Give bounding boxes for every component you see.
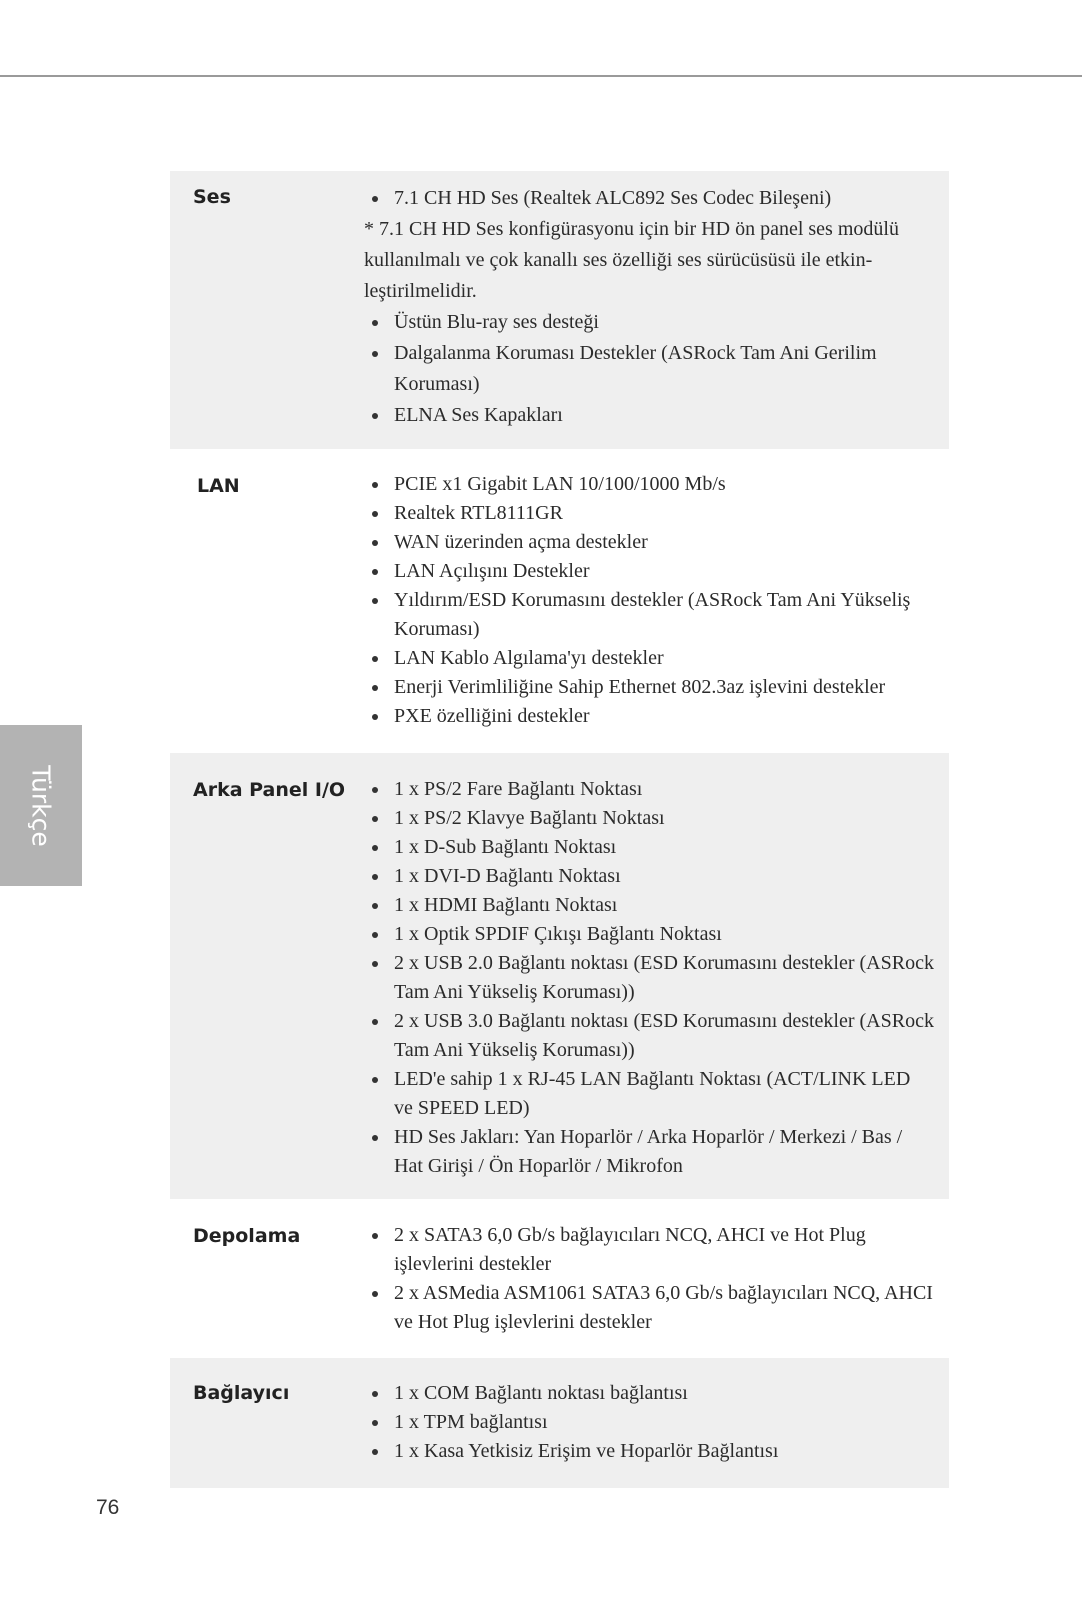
section-lan (170, 449, 949, 753)
list-item: ELNA Ses Kapakları (364, 400, 934, 431)
list-item: 2 x USB 3.0 Bağlantı noktası (ESD Korumasını destekler (ASRock Tam Ani Yükseliş Koruması)) (364, 1007, 934, 1065)
section-connector (170, 1358, 949, 1488)
list-item: 1 x D-Sub Bağlantı Noktası (364, 833, 934, 862)
list-item: Enerji Verimliliğine Sahip Ethernet 802.3az işlevini destekler (364, 673, 934, 702)
section-body-audio (364, 183, 934, 431)
section-label-audio: Ses (193, 186, 231, 208)
list-item: Dalgalanma Koruması Destekler (ASRock Tam Ani Gerilim Koruması) (364, 338, 934, 400)
list-item: Realtek RTL8111GR (364, 499, 934, 528)
section-body-lan (364, 470, 934, 731)
list-item: Üstün Blu-ray ses desteği (364, 307, 934, 338)
section-label-storage: Depolama (193, 1225, 301, 1247)
list-item: 1 x COM Bağlantı noktası bağlantısı (364, 1379, 934, 1408)
section-audio (170, 171, 949, 449)
section-label-rear-io: Arka Panel I/O (193, 779, 346, 801)
section-rear-io (170, 753, 949, 1199)
list-item: 2 x USB 2.0 Bağlantı noktası (ESD Korumasını destekler (ASRock Tam Ani Yükseliş Koruması)) (364, 949, 934, 1007)
list-item: 1 x PS/2 Klavye Bağlantı Noktası (364, 804, 934, 833)
language-tab-label: Türkçe (26, 764, 56, 847)
list-item: 1 x Optik SPDIF Çıkışı Bağlantı Noktası (364, 920, 934, 949)
section-label-connector: Bağlayıcı (193, 1382, 290, 1404)
list-item: 1 x DVI-D Bağlantı Noktası (364, 862, 934, 891)
header-rule (0, 75, 1082, 77)
section-label-lan: LAN (197, 475, 240, 497)
language-tab (0, 725, 82, 886)
list-item: WAN üzerinden açma destekler (364, 528, 934, 557)
list-item: 7.1 CH HD Ses (Realtek ALC892 Ses Codec Bileşeni) (364, 183, 934, 214)
section-storage (170, 1199, 949, 1358)
page-number: 76 (96, 1496, 120, 1519)
list-item: PXE özelliğini destekler (364, 702, 934, 731)
list-item: 1 x HDMI Bağlantı Noktası (364, 891, 934, 920)
section-body-rear-io (364, 775, 934, 1181)
spec-table (170, 171, 949, 1488)
list-item: 1 x PS/2 Fare Bağlantı Noktası (364, 775, 934, 804)
list-item: HD Ses Jakları: Yan Hoparlör / Arka Hoparlör / Merkezi / Bas / Hat Girişi / Ön Hoparlör / Mikrofon (364, 1123, 934, 1181)
list-item: 1 x TPM bağlantısı (364, 1408, 934, 1437)
audio-note: * 7.1 CH HD Ses konfigürasyonu için bir HD ön panel ses modülü kullanılmalı ve çok kanallı ses özelliği ses sürücüsüsü ile etkin-leştirilmelidir. (364, 218, 899, 302)
list-item: LAN Açılışını Destekler (364, 557, 934, 586)
list-item: Yıldırım/ESD Korumasını destekler (ASRock Tam Ani Yükseliş Koruması) (364, 586, 934, 644)
list-item: 1 x Kasa Yetkisiz Erişim ve Hoparlör Bağlantısı (364, 1437, 934, 1466)
section-body-connector (364, 1379, 934, 1466)
section-body-storage (364, 1221, 934, 1337)
list-item: 2 x SATA3 6,0 Gb/s bağlayıcıları NCQ, AHCI ve Hot Plug işlevlerini destekler (364, 1221, 934, 1279)
list-item: 2 x ASMedia ASM1061 SATA3 6,0 Gb/s bağlayıcıları NCQ, AHCI ve Hot Plug işlevlerini destekler (364, 1279, 934, 1337)
list-item: PCIE x1 Gigabit LAN 10/100/1000 Mb/s (364, 470, 934, 499)
list-item: LED'e sahip 1 x RJ-45 LAN Bağlantı Noktası (ACT/LINK LED ve SPEED LED) (364, 1065, 934, 1123)
list-item: LAN Kablo Algılama'yı destekler (364, 644, 934, 673)
